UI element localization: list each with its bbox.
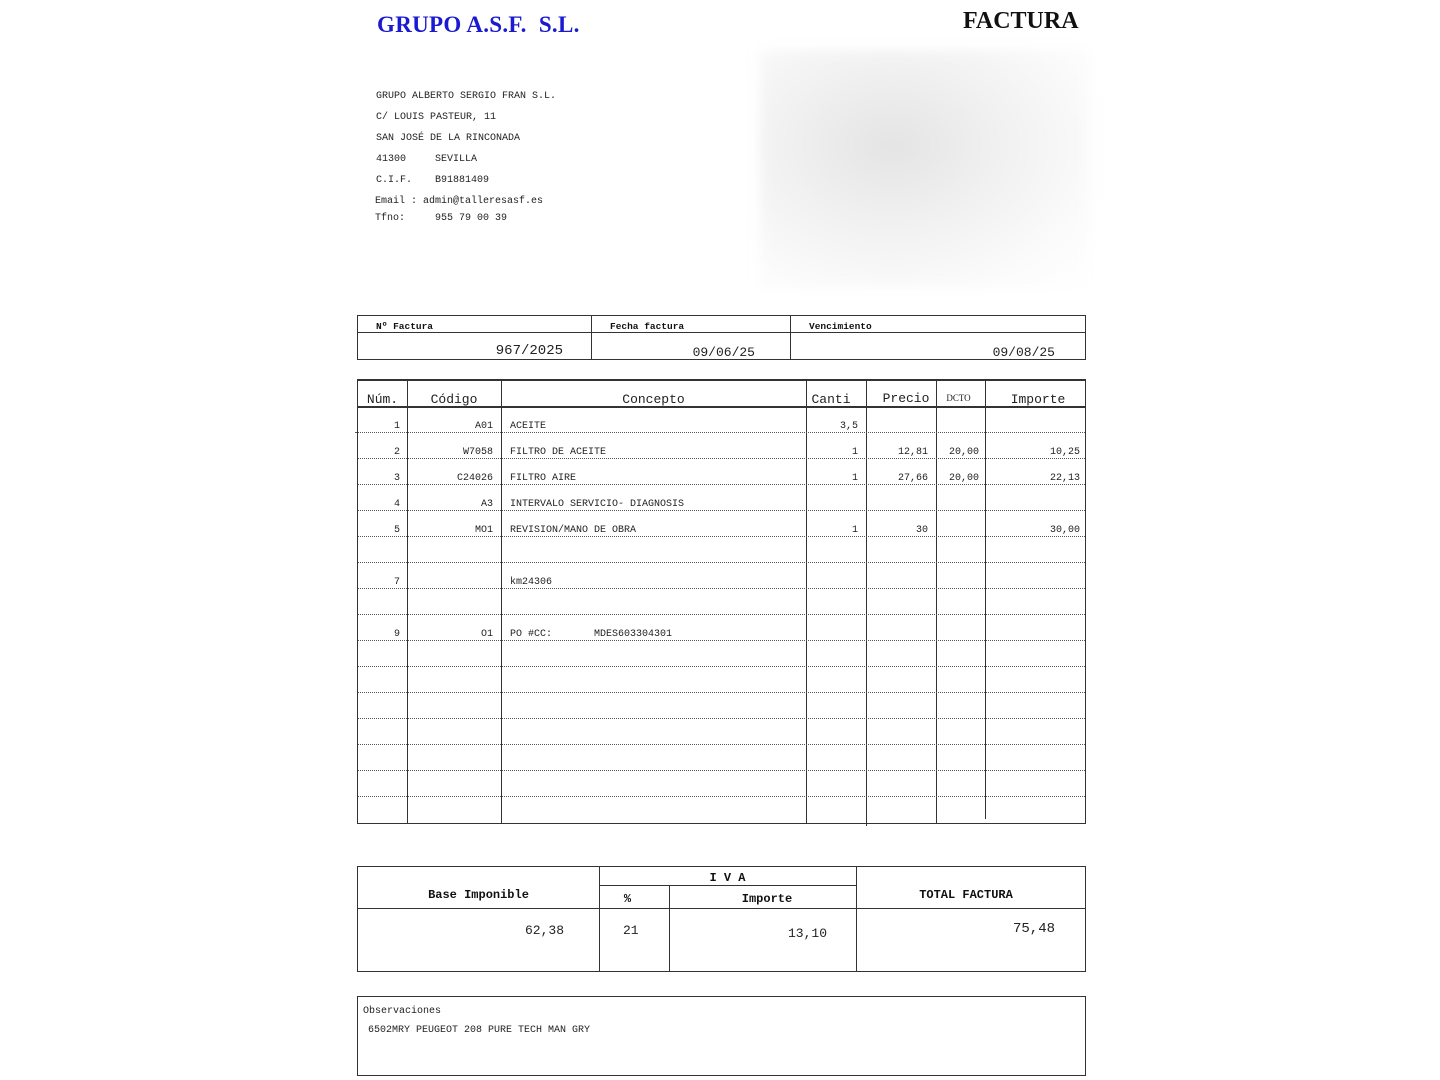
totals-divider: [358, 908, 1085, 909]
row-code: C24026: [456, 473, 493, 484]
col-header-price: Precio: [882, 391, 930, 406]
row-num: 4: [393, 499, 400, 510]
iva-percent: 21: [623, 923, 639, 938]
row-num: 9: [393, 629, 400, 640]
observations-label: Observaciones: [363, 1006, 442, 1017]
row-num: 1: [393, 421, 400, 432]
row-separator: [358, 640, 1085, 641]
column-divider: [501, 381, 502, 824]
issuer-phone: 955 79 00 39: [435, 213, 508, 224]
row-concept: km24306: [510, 577, 553, 588]
due-date-label: Vencimiento: [809, 321, 872, 332]
row-amount: 10,25: [1049, 447, 1080, 458]
issuer-email: Email : admin@talleresasf.es: [375, 196, 544, 207]
row-num: 3: [393, 473, 400, 484]
invoice-total: 75,48: [1012, 921, 1055, 937]
totals-col-divider: [856, 867, 857, 971]
row-num: 7: [393, 577, 400, 588]
row-separator: [358, 692, 1085, 693]
invoice-info-box: [357, 315, 1086, 360]
row-separator: [358, 718, 1085, 719]
issuer-street: C/ LOUIS PASTEUR, 11: [376, 112, 497, 123]
col-header-code: Código: [430, 392, 478, 407]
issuer-cif: B91881409: [435, 175, 490, 186]
base-amount: 62,38: [524, 923, 564, 938]
row-discount: 20,00: [948, 473, 979, 484]
iva-divider: [599, 885, 856, 886]
row-code: W7058: [462, 447, 493, 458]
row-concept: FILTRO DE ACEITE: [510, 447, 607, 458]
row-separator: [358, 536, 1085, 537]
col-header-qty: Canti: [811, 392, 851, 407]
row-separator: [358, 484, 1085, 485]
row-amount: 22,13: [1049, 473, 1080, 484]
row-qty: 1: [851, 525, 858, 536]
invoice-number-label: Nº Factura: [376, 321, 434, 332]
col-header-amount: Importe: [1010, 392, 1066, 407]
document-title: FACTURA: [963, 8, 1079, 34]
row-price: 30: [915, 525, 928, 536]
base-label: Base Imponible: [428, 888, 529, 902]
iva-amount: 13,10: [787, 926, 827, 941]
row-concept: REVISION/MANO DE OBRA: [510, 525, 637, 536]
invoice-date-label: Fecha factura: [610, 321, 685, 332]
row-concept: INTERVALO SERVICIO- DIAGNOSIS: [510, 499, 685, 510]
invoice-date: 09/06/25: [692, 345, 755, 360]
row-code: O1: [480, 629, 493, 640]
iva-label: I V A: [709, 871, 746, 885]
row-concept: ACEITE: [510, 421, 547, 432]
issuer-cif-label: C.I.F.: [376, 175, 413, 186]
issuer-city: SEVILLA: [435, 154, 478, 165]
observations-text: 6502MRY PEUGEOT 208 PURE TECH MAN GRY: [368, 1025, 591, 1036]
invoice-info-col-divider: [790, 316, 791, 359]
issuer-town: SAN JOSÉ DE LA RINCONADA: [376, 133, 521, 144]
invoice-number: 967/2025: [495, 343, 563, 359]
issuer-phone-label: Tfno:: [375, 213, 406, 224]
row-amount: 30,00: [1049, 525, 1080, 536]
row-price: 12,81: [897, 447, 928, 458]
row-discount: 20,00: [948, 447, 979, 458]
total-label: TOTAL FACTURA: [919, 888, 1013, 902]
row-concept: FILTRO AIRE: [510, 473, 577, 484]
line-items-table: [357, 379, 1086, 824]
row-separator: [358, 796, 1085, 797]
row-separator: [358, 770, 1085, 771]
row-qty: 1: [851, 473, 858, 484]
col-header-num: Núm.: [366, 392, 399, 407]
row-separator: [358, 666, 1085, 667]
row-separator: [358, 458, 1085, 459]
row-separator: [358, 614, 1085, 615]
invoice-info-divider: [358, 332, 1085, 333]
totals-box: [357, 866, 1086, 972]
row-separator: [358, 744, 1085, 745]
row-num: 5: [393, 525, 400, 536]
row-qty: 1: [851, 447, 858, 458]
iva-amount-label: Importe: [741, 892, 793, 906]
row-concept: PO #CC: MDES603304301: [510, 629, 673, 640]
col-header-concept: Concepto: [622, 392, 685, 407]
issuer-name: GRUPO ALBERTO SERGIO FRAN S.L.: [376, 91, 557, 102]
iva-percent-label: %: [623, 892, 632, 906]
row-code: MO1: [474, 525, 493, 536]
observations-box: [357, 996, 1086, 1076]
issuer-postal-code: 41300: [376, 154, 407, 165]
col-header-discount: DCTO: [946, 393, 971, 403]
row-num: 2: [393, 447, 400, 458]
row-separator: [358, 510, 1085, 511]
row-price: 27,66: [897, 473, 928, 484]
row-code: A3: [480, 499, 493, 510]
row-separator: [358, 562, 1085, 563]
row-code: A01: [474, 421, 493, 432]
redacted-customer-block: [760, 50, 1090, 288]
row-separator: [355, 432, 1085, 433]
row-separator: [358, 588, 1085, 589]
invoice-info-col-divider: [591, 316, 592, 359]
company-title: GRUPO A.S.F. S.L.: [377, 12, 580, 37]
due-date: 09/08/25: [992, 345, 1055, 360]
row-qty: 3,5: [839, 421, 858, 432]
